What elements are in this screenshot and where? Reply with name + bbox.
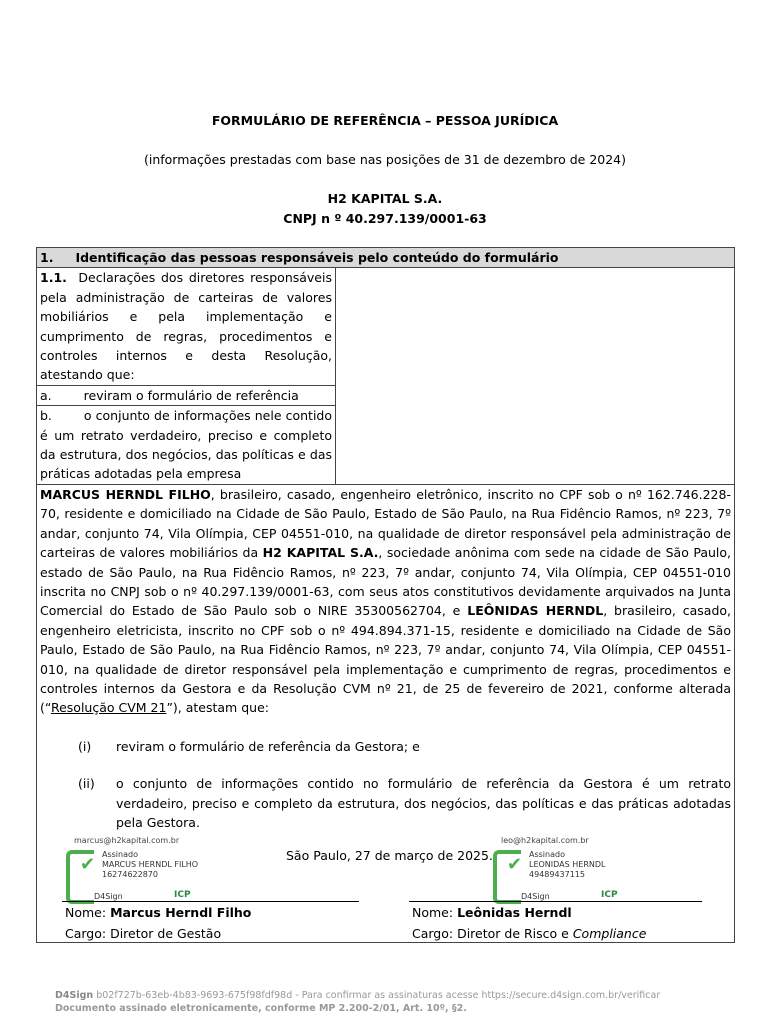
stamp-label: Assinado xyxy=(102,850,138,860)
signer-2-name: Leônidas Herndl xyxy=(457,905,572,921)
item-a-text: reviram o formulário de referência xyxy=(83,387,299,403)
section-title: Identificação das pessoas responsáveis pelo conteúdo do formulário xyxy=(75,250,559,265)
company-cnpj: CNPJ n º 40.297.139/0001-63 xyxy=(283,211,487,226)
signer-1-name: Marcus Herndl Filho xyxy=(110,905,252,921)
footer-brand: D4Sign xyxy=(55,990,94,1001)
name-label: Nome: xyxy=(65,905,111,921)
role-label: Cargo: xyxy=(65,926,111,942)
stamp-signer-name: MARCUS HERNDL FILHO xyxy=(102,860,199,870)
form-title: FORMULÁRIO DE REFERÊNCIA – PESSOA JURÍDICA xyxy=(211,113,559,128)
footer-verification: b02f727b-63eb-4b83-9693-675f98fdf98d - Para confirmar as assinaturas acesse https://secure.d4sign.com.br/verificar xyxy=(96,990,661,1001)
item-number: 1.1. xyxy=(40,270,67,286)
declaration-text-4: ”), atestam que: xyxy=(166,700,269,716)
check-icon: ✔ xyxy=(507,854,523,876)
signature-area xyxy=(40,832,731,942)
check-icon: ✔ xyxy=(80,854,96,876)
list-item xyxy=(40,774,731,832)
place-date: São Paulo, 27 de março de 2025. xyxy=(286,848,493,864)
stamp-email: marcus@h2kapital.com.br xyxy=(74,836,180,846)
list-item-text: reviram o formulário de referência da Gestora; e xyxy=(116,738,420,754)
item-b-text: o conjunto de informações nele contido é um retrato verdadeiro, preciso e completo da estrutura, dos negócios, das políticas e das práticas adotadas pela empresa xyxy=(40,408,332,482)
signer-1-block xyxy=(65,902,251,944)
role-label: Cargo: xyxy=(412,926,458,942)
declaration-text-1: , brasileiro, casado, engenheiro eletrônico, inscrito no CPF sob o nº 162.746.228-70, residente e domiciliado na Cidade de São Paulo, Estado de São Paulo, na Rua Fidêncio Ramos, nº 223, 7º andar, conjunto 74, Vila Olímpia, CEP 04551-010, na qualidade de diretor responsável pela administração de carteiras de valores mobiliários da xyxy=(40,486,731,561)
form-subtitle: (informações prestadas com base nas posições de 31 de dezembro de 2024) xyxy=(143,152,627,167)
item-b-cell xyxy=(37,406,336,485)
stamp-signer-id: 16274622870 xyxy=(102,870,158,880)
stamp-brand: D4Sign xyxy=(521,892,550,902)
company-name: H2 KAPITAL S.A. xyxy=(327,191,443,206)
declaration-text-2: , sociedade anônima com sede na cidade de São Paulo, estado de São Paulo, na Rua Fidêncio Ramos, nº 223, 7º andar, conjunto 74, Vila Olímpia, CEP 04551-010 inscrita no CNPJ sob o nº 40.297.139/0001-63, com seus atos constitutivos devidamente arquivados na Junta Comercial do Estado de São Paulo sob o NIRE 35300562704, e xyxy=(40,545,732,619)
responsibles-table xyxy=(36,247,735,943)
director-2-name: LEÔNIDAS HERNDL xyxy=(467,603,604,619)
attestation-list xyxy=(40,737,731,833)
stamp-email: leo@h2kapital.com.br xyxy=(501,836,589,846)
signer-2-role: Diretor de Risco e xyxy=(457,926,573,942)
list-item-number: (i) xyxy=(78,738,92,754)
section-header xyxy=(37,248,735,268)
stamp-signer-id: 49489437115 xyxy=(529,870,585,880)
declaration-text-3: , brasileiro, casado, engenheiro eletricista, inscrito no CPF sob o nº 494.894.371-15, residente e domiciliado na Cidade de São Paulo, Estado de São Paulo, na Rua Fidêncio Ramos, nº 223, 7º andar, conjunto 74, Vila Olímpia, CEP 04551-010, na qualidade de diretor responsável pela implementação e cumprimento de regras, procedimentos e controles internos da Gestora e da Resolução CVM nº 21, de 25 de fevereiro de 2021, conforme alterada (“ xyxy=(40,603,731,716)
signer-2-block xyxy=(412,902,646,944)
item-text: Declarações dos diretores responsáveis pela administração de carteiras de valores mobiliários e pela implementação e cumprimento de regras, procedimentos e controles internos e desta Resolução, atestando que: xyxy=(40,270,332,383)
director-1-name: MARCUS HERNDL FILHO xyxy=(40,486,211,502)
signer-2-role-emphasis: Compliance xyxy=(572,926,647,942)
icp-logo-icon: ICP xyxy=(601,890,618,901)
icp-logo-icon: ICP xyxy=(174,890,191,901)
declaration-cell xyxy=(37,484,735,943)
name-label: Nome: xyxy=(412,905,458,921)
declaration-paragraph xyxy=(40,485,731,718)
signer-1-role: Diretor de Gestão xyxy=(110,926,222,942)
stamp-brand: D4Sign xyxy=(94,892,123,902)
item-1-1-cell xyxy=(37,268,336,385)
section-number: 1. xyxy=(40,250,54,265)
signature-stamp-1 xyxy=(66,836,206,906)
list-item xyxy=(40,737,731,756)
resolution-link: Resolução CVM 21 xyxy=(50,700,167,716)
footer-legal: Documento assinado eletronicamente, conforme MP 2.200-2/01, Art. 10º, §2. xyxy=(55,1003,467,1014)
declaration-company: H2 KAPITAL S.A. xyxy=(262,545,379,561)
item-a-label: a. xyxy=(40,387,52,403)
stamp-signer-name: LEONIDAS HERNDL xyxy=(529,860,606,870)
list-item-number: (ii) xyxy=(78,776,95,792)
stamp-label: Assinado xyxy=(529,850,565,860)
item-b-label: b. xyxy=(40,408,52,424)
empty-cell xyxy=(336,268,735,484)
list-item-text: o conjunto de informações contido no formulário de referência da Gestora é um retrato verdadeiro, preciso e completo da estrutura, dos negócios, das políticas e das práticas adotadas pela Gestora. xyxy=(116,776,731,830)
item-a-cell xyxy=(37,385,336,405)
signature-stamp-2 xyxy=(493,836,633,906)
footer xyxy=(55,989,660,1015)
